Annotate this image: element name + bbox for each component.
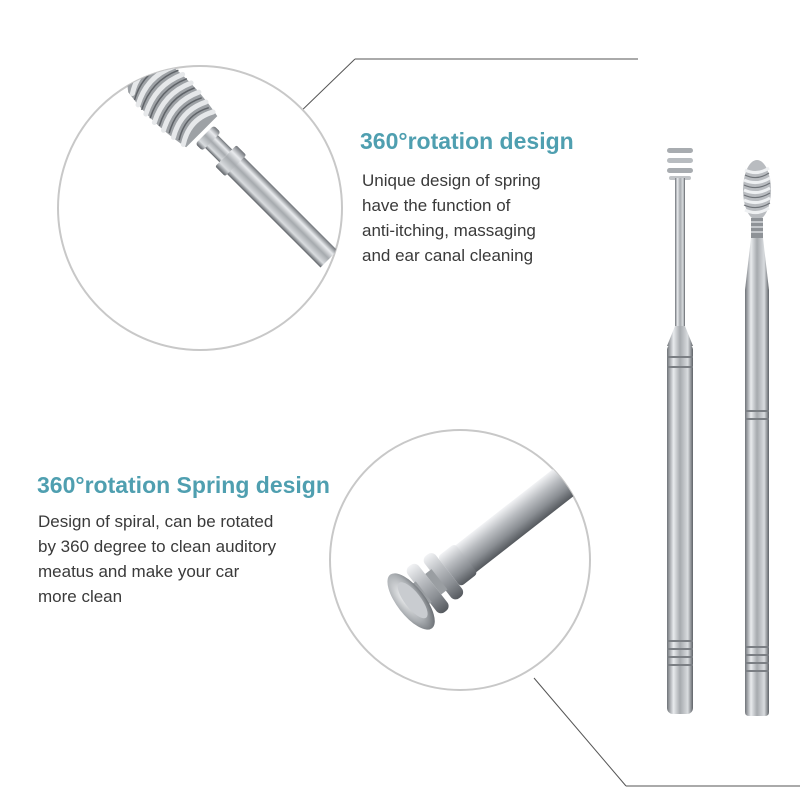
zoom-circle-bottom [330,410,643,690]
ear-pick-scoop [667,148,693,714]
feature-heading-top: 360°rotation design [360,128,574,154]
feature-heading-bottom: 360°rotation Spring design [37,472,330,498]
zoom-circle-top [58,42,348,350]
feature-description-bottom: Design of spiral, can be rotated by 360 degree to clean auditory meatus and make your car more clean [38,512,277,606]
leader-line-top [296,59,638,116]
ear-pick-spring [743,160,771,716]
feature-description-top: Unique design of spring have the function of anti-itching, massaging and ear canal cleaning [362,171,541,265]
